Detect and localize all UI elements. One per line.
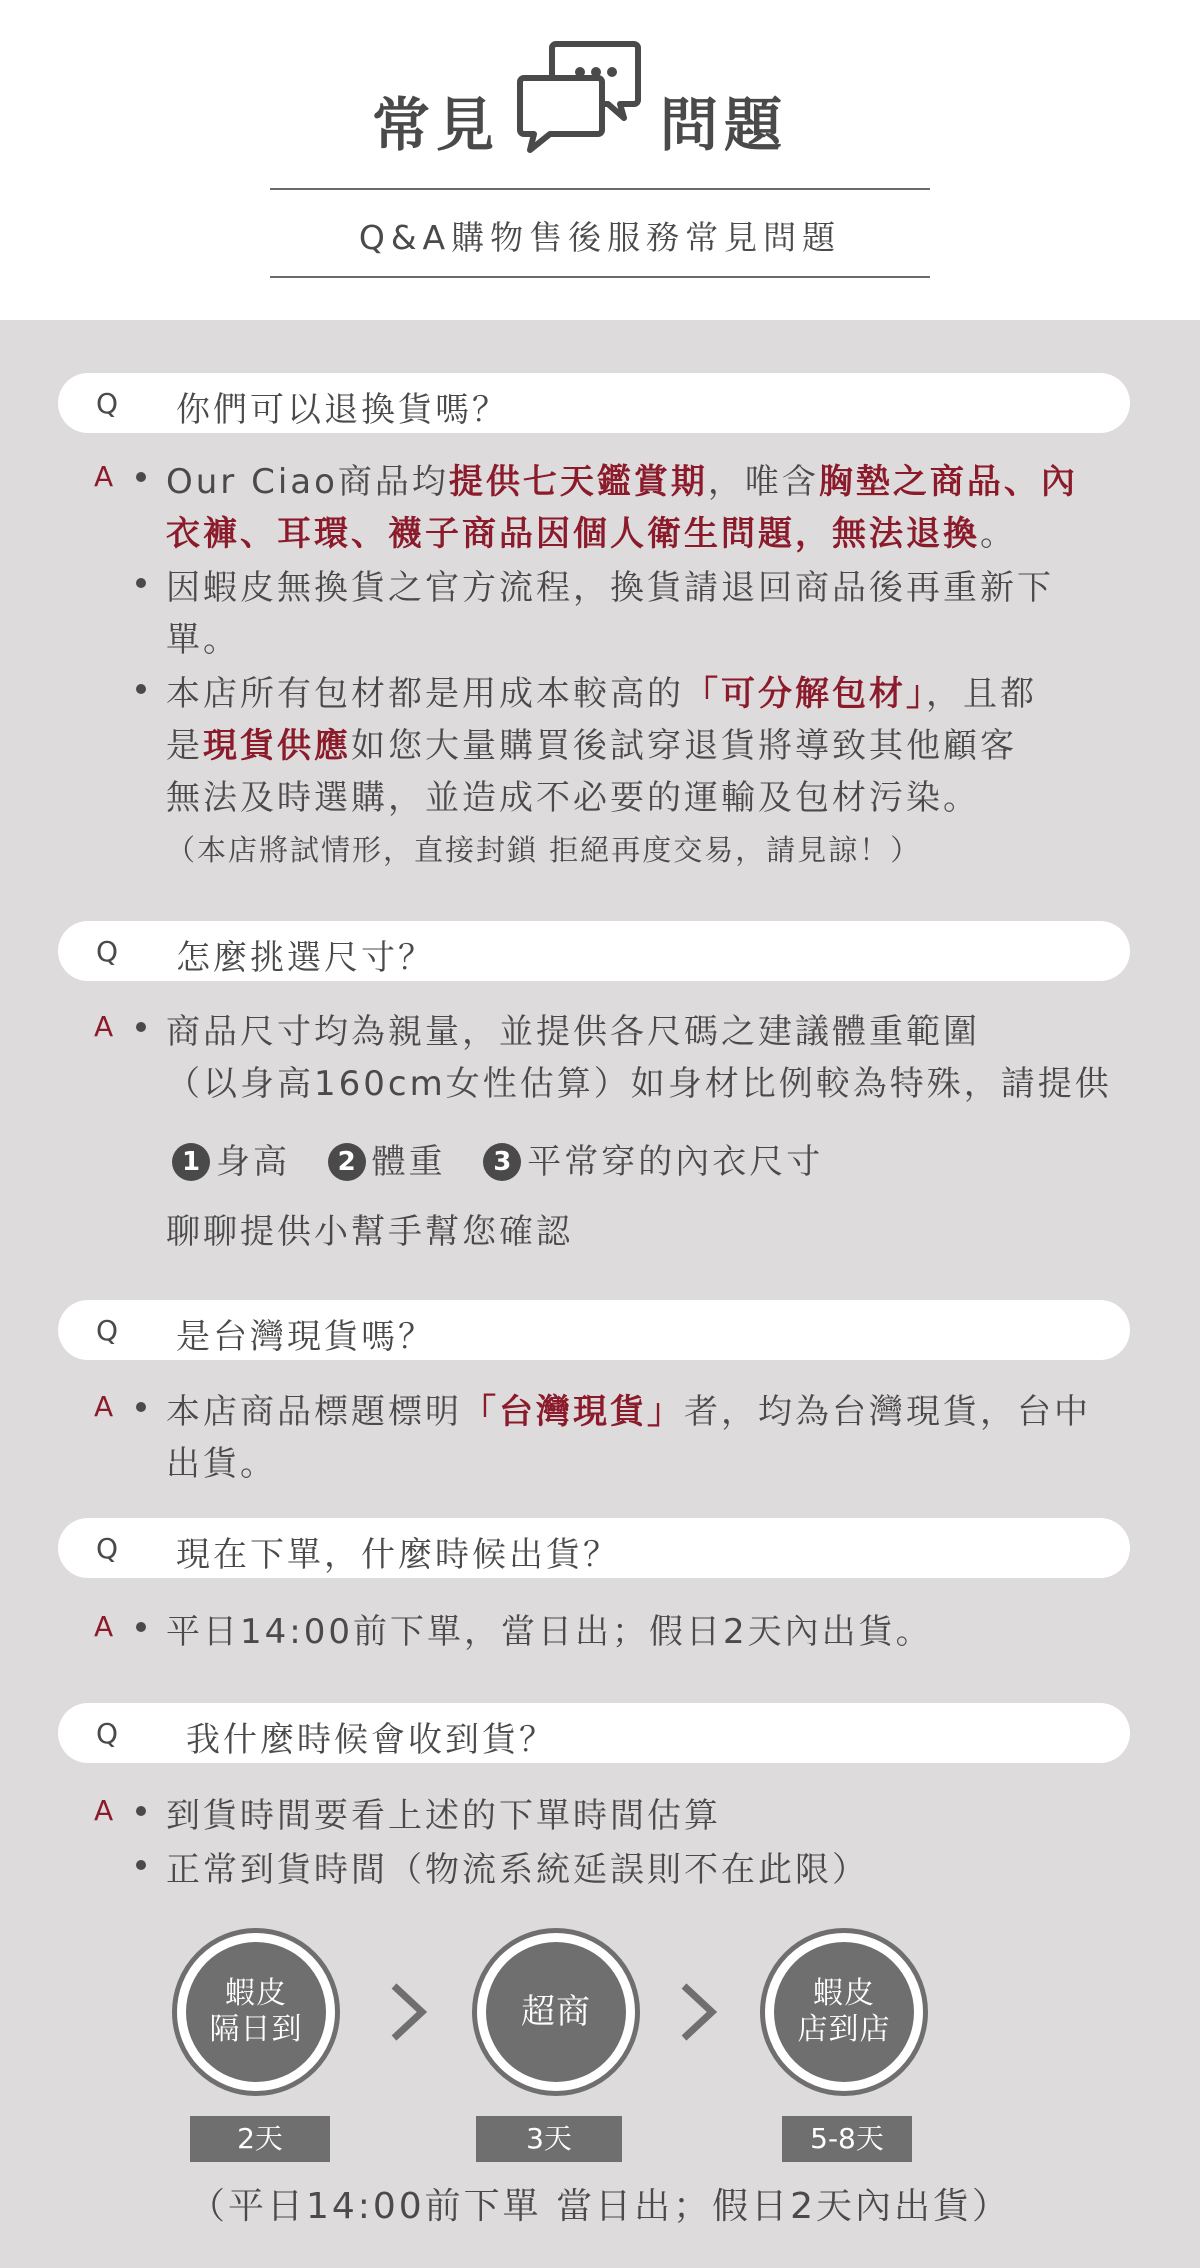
delivery-circle-shopee-store-to-store (760, 1928, 928, 2096)
chevron-right-icon (678, 1982, 718, 2042)
q-label: Q (96, 1717, 119, 1750)
answer-line: Our Ciao商品均提供七天鑑賞期，唯含胸墊之商品、內 (166, 462, 1078, 502)
title-left: 常見 (372, 91, 501, 159)
bullet (136, 1622, 146, 1632)
answer-line: 因蝦皮無換貨之官方流程，換貨請退回商品後再重新下 (166, 568, 1054, 608)
question-text: 現在下單，什麼時候出貨？ (176, 1535, 620, 1575)
header (0, 0, 1200, 320)
q-label: Q (96, 1532, 119, 1565)
question-bar-size (58, 921, 1130, 981)
subtitle: Q&A購物售後服務常見問題 (358, 218, 842, 257)
question-text: 我什麼時候會收到貨？ (186, 1720, 556, 1760)
bullet (136, 1860, 146, 1870)
bullet (136, 1022, 146, 1032)
answer-line: 是現貨供應如您大量購買後試穿退貨將導致其他顧客 (166, 726, 1017, 766)
bullet (136, 472, 146, 482)
a-label: A (94, 1390, 114, 1423)
question-bar-delivery (58, 1703, 1130, 1763)
delivery-label: 店到店 (797, 2012, 891, 2047)
q-label: Q (96, 387, 119, 420)
page-title (0, 38, 1200, 158)
delivery-circle-shopee-next-day (172, 1928, 340, 2096)
size-steps (172, 1134, 823, 1183)
answer-line: 衣褲、耳環、襪子商品因個人衛生問題，無法退換。 (166, 514, 1017, 554)
delivery-label: 隔日到 (209, 2012, 303, 2047)
delivery-days-badge: 2天 (190, 2116, 330, 2162)
answer-line: 聊聊提供小幫手幫您確認 (166, 1212, 573, 1252)
step-number: 3 (483, 1143, 521, 1181)
a-label: A (94, 460, 114, 493)
delivery-footnote: （平日14:00前下單 當日出；假日2天內出貨） (188, 2186, 1012, 2227)
answer-line: （以身高160cm女性估算）如身材比例較為特殊，請提供 (166, 1064, 1112, 1104)
title-right: 問題 (660, 91, 789, 159)
step-label: 平常穿的內衣尺寸 (527, 1142, 824, 1182)
chevron-right-icon (388, 1982, 428, 2042)
delivery-days-badge: 5-8天 (782, 2116, 912, 2162)
answer-line: 出貨。 (166, 1444, 277, 1484)
delivery-label: 蝦皮 (813, 1976, 875, 2011)
step-number: 1 (172, 1143, 210, 1181)
a-label: A (94, 1794, 114, 1827)
bullet (136, 578, 146, 588)
answer-line: 到貨時間要看上述的下單時間估算 (166, 1796, 721, 1836)
answer-line: 平日14:00前下單，當日出；假日2天內出貨。 (166, 1612, 933, 1652)
question-bar-shipping (58, 1518, 1130, 1578)
step-label: 身高 (216, 1142, 290, 1182)
bullet (136, 1806, 146, 1816)
answer-line: 單。 (166, 620, 240, 660)
chat-bubbles-icon (516, 38, 642, 156)
delivery-days-badge: 3天 (476, 2116, 622, 2162)
delivery-label: 超商 (521, 1992, 591, 2032)
answer-line: 本店所有包材都是用成本較高的「可分解包材」，且都 (166, 674, 1037, 714)
a-label: A (94, 1610, 114, 1643)
step-label: 體重 (371, 1142, 446, 1182)
answer-line: 無法及時選購，並造成不必要的運輸及包材污染。 (166, 778, 980, 818)
subtitle-box (270, 188, 930, 278)
answer-line: 正常到貨時間（物流系統延誤則不在此限） (166, 1850, 869, 1890)
bullet (136, 684, 146, 694)
question-bar-stock (58, 1300, 1130, 1360)
question-bar-returns (58, 373, 1130, 433)
answer-line: 商品尺寸均為親量，並提供各尺碼之建議體重範圍 (166, 1012, 980, 1052)
answer-note: （本店將試情形，直接封鎖 拒絕再度交易，請見諒！） (166, 833, 922, 867)
step-number: 2 (328, 1143, 366, 1181)
delivery-label: 蝦皮 (225, 1976, 287, 2011)
delivery-circle-convenience-store (472, 1928, 640, 2096)
a-label: A (94, 1010, 114, 1043)
q-label: Q (96, 1314, 119, 1347)
faq-content (0, 320, 1200, 2268)
question-text: 你們可以退換貨嗎？ (176, 390, 509, 430)
answer-line: 本店商品標題標明「台灣現貨」者，均為台灣現貨，台中 (166, 1392, 1091, 1432)
q-label: Q (96, 935, 119, 968)
question-text: 是台灣現貨嗎？ (176, 1317, 435, 1357)
question-text: 怎麼挑選尺寸？ (176, 938, 435, 978)
bullet (136, 1402, 146, 1412)
